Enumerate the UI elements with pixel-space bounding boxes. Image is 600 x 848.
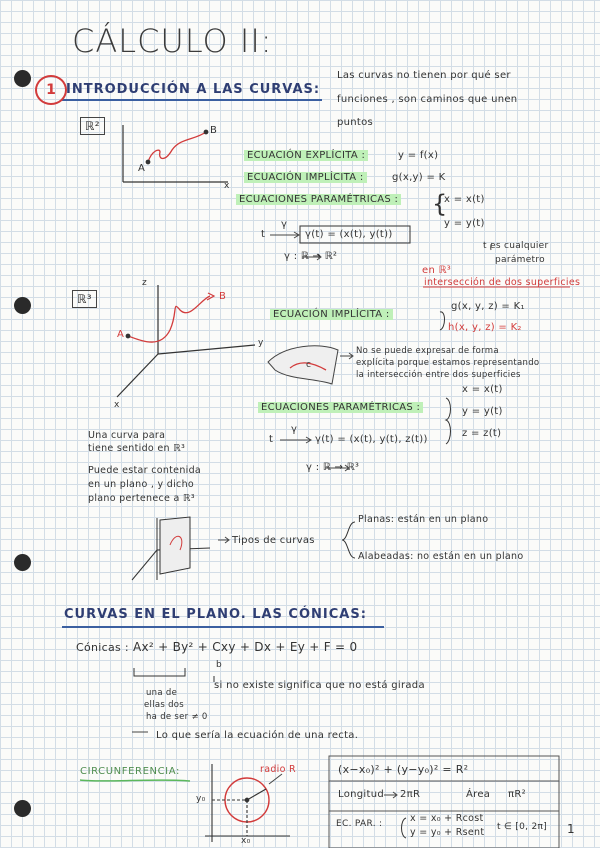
r3-red-note-1: en ℝ³ (422, 265, 452, 276)
conics-note-left-1: una de (146, 688, 178, 698)
r3-red-note-2: intersección de dos superficies (424, 277, 581, 288)
r3-param-eq1: x = x(t) (462, 384, 503, 395)
r2-space-label: ℝ² (80, 117, 105, 135)
circle-param-x: x = x₀ + Rcost (410, 813, 484, 824)
conics-note-bottom: Lo que sería la ecuación de una recta. (156, 730, 359, 741)
r2-param-eq1: x = x(t) (444, 194, 485, 205)
r3-space-label: ℝ³ (72, 290, 97, 308)
r3-surface-label: c (306, 360, 312, 370)
page-number: 1 (567, 822, 575, 836)
circle-param-range: t ∈ [0, 2π] (497, 822, 548, 832)
conics-note-left-3: ha de ser ≠ 0 (146, 712, 208, 722)
r3-type-alabeadas: Alabeadas: no están en un plano (358, 551, 524, 562)
r2-param-label: ECUACIONES PARAMÉTRICAS : (236, 194, 401, 205)
r3-point-a: A (117, 329, 125, 340)
r3-param-eq2: y = y(t) (462, 406, 503, 417)
r3-map-t: t (269, 434, 274, 445)
r3-map-gamma: γ (291, 424, 298, 435)
r3-axis-z: z (142, 278, 148, 288)
circle-label: CIRCUNFERENCIA: (80, 766, 180, 777)
r3-map-result: γ(t) = (x(t), y(t), z(t)) (315, 434, 428, 445)
circle-length-val: 2πR (400, 789, 421, 800)
r3-curve-note2-1: Puede estar contenida (88, 465, 202, 476)
r2-param-brace: { (432, 190, 448, 218)
surface-sketch (268, 346, 338, 384)
conics-note-right: si no existe significa que no está girada (214, 680, 425, 691)
r3-implicit-eq2: h(x, y, z) = K₂ (448, 322, 522, 333)
r2-explicit-eq: y = f(x) (398, 150, 439, 161)
r2-param-note-2: parámetro (495, 255, 545, 265)
plane-sketch (132, 517, 210, 580)
section1-note-line-1: Las curvas no tienen por qué ser (337, 70, 511, 81)
section1-note-line-2: funciones , son caminos que unen (337, 94, 518, 105)
r2-map-result: γ(t) = (x(t), y(t)) (305, 229, 393, 240)
circle-param-label: EC. PAR. : (336, 819, 383, 829)
section2-heading: CURVAS EN EL PLANO. LAS CÓNICAS: (64, 607, 367, 622)
page-title: CÁLCULO II: (72, 22, 273, 60)
section1-number: 1 (46, 82, 56, 98)
r3-param-eq3: z = z(t) (462, 428, 502, 439)
r3-curve-note2-3: plano pertenece a ℝ³ (88, 493, 195, 504)
r3-implicit-label: ECUACIÓN IMPLÍCITA : (270, 309, 393, 320)
section1-number-badge (35, 75, 67, 105)
r2-map-domain: γ : ℝ → ℝ² (284, 251, 338, 262)
circle-x0: x₀ (241, 836, 251, 846)
circle-area-label: Área (466, 789, 491, 800)
circle-area-val: πR² (508, 789, 526, 800)
conics-equation: Ax² + By² + Cxy + Dx + Ey + F = 0 (133, 640, 358, 654)
section1-note-line-3: puntos (337, 117, 374, 128)
r2-axis-x: x (224, 181, 230, 191)
r2-implicit-label: ECUACIÓN IMPLÍCITA : (244, 172, 367, 183)
r3-types-label: Tipos de curvas (232, 535, 315, 546)
r3-param-label: ECUACIONES PARAMÉTRICAS : (258, 402, 423, 413)
r2-point-b: B (210, 125, 218, 136)
circle-equation: (x−x₀)² + (y−y₀)² = R² (338, 763, 469, 776)
r3-surface-note-1: No se puede expresar de forma (356, 346, 499, 356)
r3-axis-x: x (114, 400, 120, 410)
r2-explicit-label: ECUACIÓN EXPLÍCITA : (244, 150, 368, 161)
r3-curve-note1-2: tiene sentido en ℝ³ (88, 443, 186, 454)
r3-surface-note-2: explícita porque estamos representando (356, 358, 540, 368)
r3-curve-note2-2: en un plano , y dicho (88, 479, 194, 490)
r2-map-gamma: γ (281, 219, 288, 230)
circle-graph (205, 764, 290, 842)
circle-param-y: y = y₀ + Rsent (410, 827, 485, 838)
circle-y0: y₀ (196, 794, 206, 804)
r3-type-planas: Planas: están en un plano (358, 514, 489, 525)
circle-radius-label: radio R (260, 764, 296, 775)
r2-param-note-1: t es cualquier (483, 241, 549, 251)
r2-point-a: A (138, 163, 146, 174)
conics-note-left-2: ellas dos (144, 700, 185, 710)
r3-point-b: B (219, 291, 227, 302)
r2-map-t: t (261, 229, 266, 240)
r3-axis-y: y (258, 338, 264, 348)
r3-map-domain: γ : ℝ → ℝ³ (306, 462, 360, 473)
conics-label: Cónicas : (76, 641, 129, 654)
conics-b: b (216, 660, 223, 670)
r3-implicit-eq1: g(x, y, z) = K₁ (451, 301, 525, 312)
circle-length-label: Longitud (338, 789, 384, 800)
r3-surface-note-3: la intersección entre dos superficies (356, 370, 521, 380)
section1-heading: INTRODUCCIÓN A LAS CURVAS: (66, 82, 321, 97)
r3-curve-note1-1: Una curva para (88, 430, 166, 441)
r2-param-eq2: y = y(t) (444, 218, 485, 229)
r3-graph (117, 285, 255, 397)
r2-implicit-eq: g(x,y) = K (392, 172, 446, 183)
